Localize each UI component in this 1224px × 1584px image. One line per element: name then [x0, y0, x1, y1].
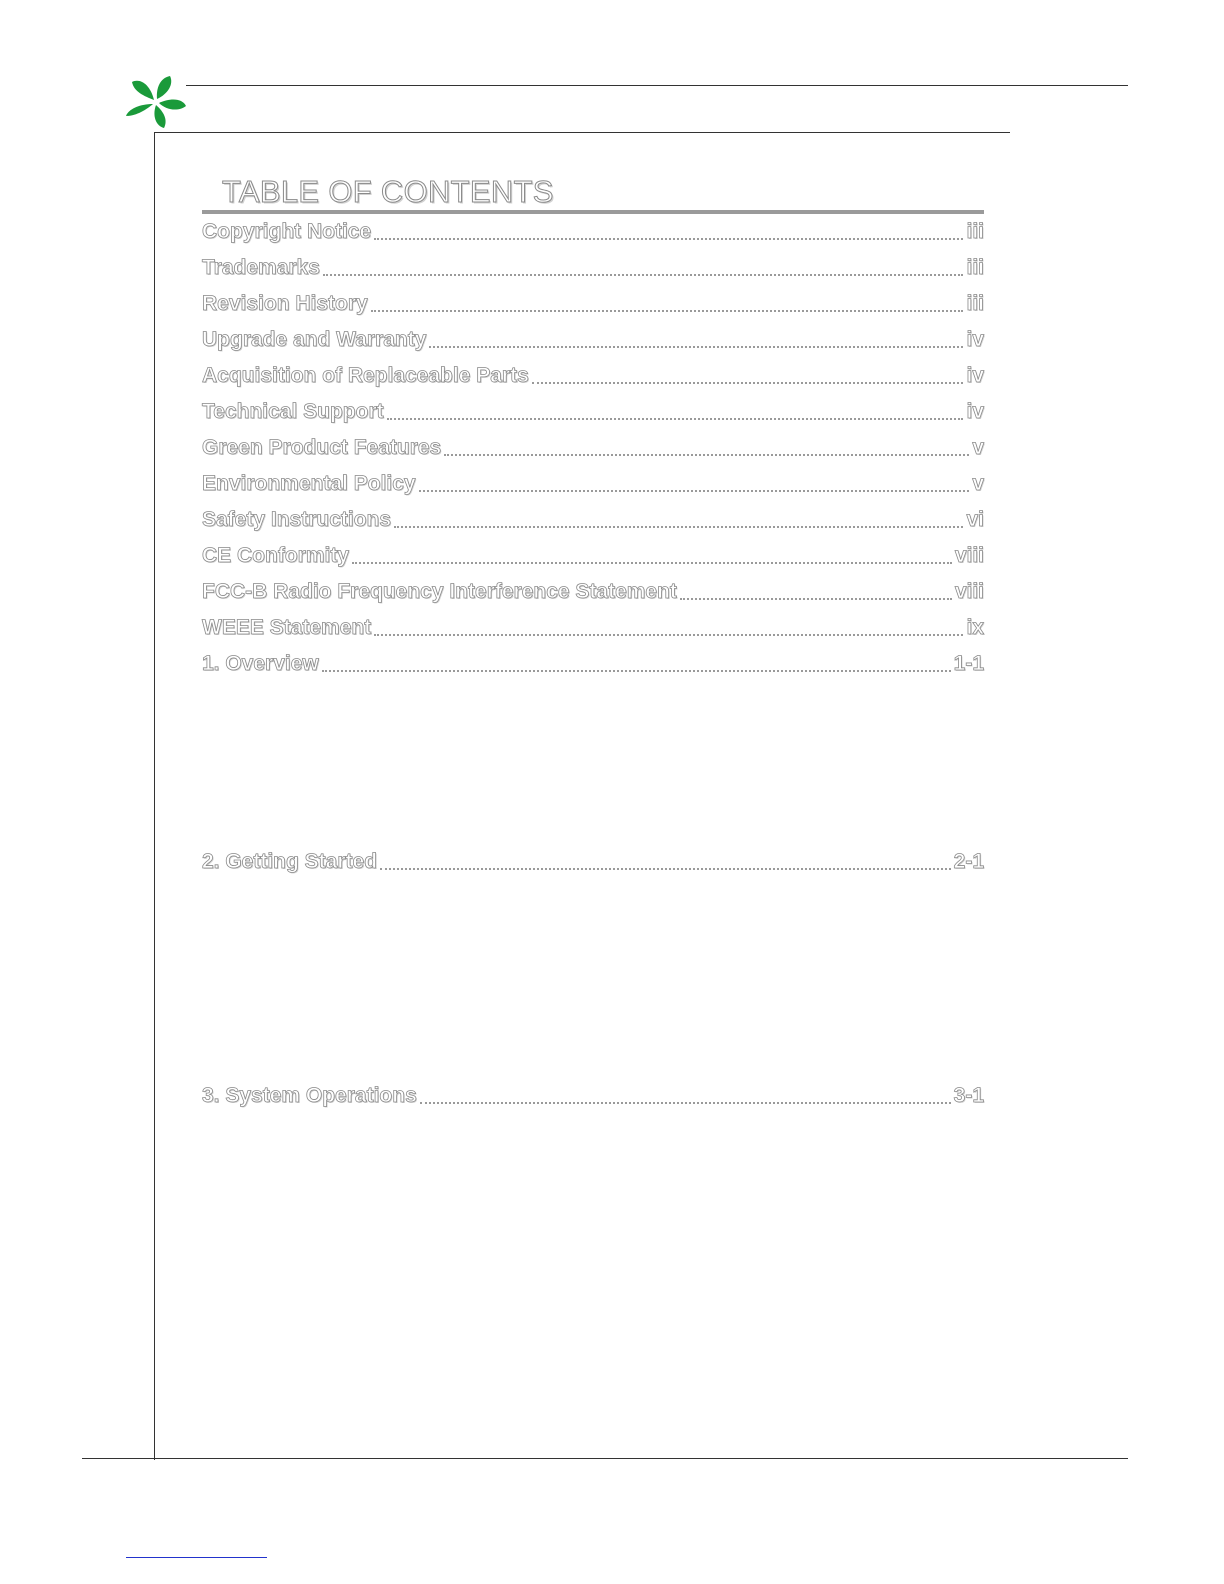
- toc-entry[interactable]: [202, 1084, 984, 1112]
- toc-entry[interactable]: [202, 544, 984, 572]
- content-frame-left-rule: [154, 132, 155, 1460]
- toc-dot-leader: [374, 633, 963, 636]
- toc-entry-page: 3-1: [953, 1084, 984, 1107]
- toc-entry[interactable]: [202, 472, 984, 500]
- toc-entry-label: 1. Overview: [202, 652, 319, 675]
- toc-dot-leader: [374, 237, 963, 240]
- toc-dot-leader: [380, 867, 951, 870]
- toc-entry[interactable]: [202, 436, 984, 464]
- toc-entry[interactable]: [202, 220, 984, 248]
- toc-entry-label: Environmental Policy: [202, 472, 416, 495]
- toc-entry-label: Trademarks: [202, 256, 320, 279]
- msi-clover-icon: [124, 74, 190, 130]
- toc-entry-label: Acquisition of Replaceable Parts: [202, 364, 529, 387]
- toc-dot-leader: [420, 1101, 951, 1104]
- toc-entry-page: v: [972, 436, 984, 459]
- toc-entry-label: 3. System Operations: [202, 1084, 417, 1107]
- toc-entry-label: Safety Instructions: [202, 508, 392, 531]
- toc-entry-label: Copyright Notice: [202, 220, 372, 243]
- toc-entry-page: ix: [966, 616, 984, 639]
- title-underline: [202, 210, 984, 214]
- toc-dot-leader: [419, 489, 970, 492]
- toc-entry[interactable]: [202, 580, 984, 608]
- toc-entry-page: viii: [954, 580, 984, 603]
- toc-dot-leader: [394, 525, 963, 528]
- toc-entry-page: iii: [966, 220, 984, 243]
- toc-entry-label: Revision History: [202, 292, 368, 315]
- toc-entry-label: 2. Getting Started: [202, 850, 378, 873]
- toc-dot-leader: [680, 597, 952, 600]
- toc-dot-leader: [429, 345, 963, 348]
- toc-entry-page: iv: [966, 400, 984, 423]
- toc-entry[interactable]: [202, 256, 984, 284]
- toc-entry-label: Green Product Features: [202, 436, 442, 459]
- footer-rule: [82, 1458, 1128, 1459]
- toc-entry-page: iii: [966, 256, 984, 279]
- toc-entry[interactable]: [202, 850, 984, 878]
- toc-entry[interactable]: [202, 328, 984, 356]
- toc-dot-leader: [323, 273, 964, 276]
- toc-dot-leader: [387, 417, 964, 420]
- toc-entry-page: v: [972, 472, 984, 495]
- toc-entry-page: viii: [954, 544, 984, 567]
- toc-entry-page: 2-1: [953, 850, 984, 873]
- toc-entry-page: 1-1: [953, 652, 984, 675]
- toc-entry-label: Upgrade and Warranty: [202, 328, 427, 351]
- toc-entry-page: iv: [966, 364, 984, 387]
- toc-dot-leader: [532, 381, 964, 384]
- toc-entry[interactable]: [202, 364, 984, 392]
- toc-entry[interactable]: [202, 292, 984, 320]
- toc-dot-leader: [322, 669, 951, 672]
- toc-entry-label: FCC-B Radio Frequency Interference Statement: [202, 580, 677, 603]
- toc-entry[interactable]: [202, 508, 984, 536]
- toc-entry[interactable]: [202, 400, 984, 428]
- toc-entry[interactable]: [202, 616, 984, 644]
- toc-dot-leader: [352, 561, 952, 564]
- toc-entry-label: Technical Support: [202, 400, 384, 423]
- toc-entry[interactable]: [202, 652, 984, 680]
- header-rule: [186, 85, 1128, 86]
- footer-link-underline: [126, 1557, 267, 1558]
- toc-entry-page: iv: [966, 328, 984, 351]
- toc-dot-leader: [444, 453, 969, 456]
- toc-entry-page: iii: [966, 292, 984, 315]
- toc-dot-leader: [371, 309, 964, 312]
- toc-entry-label: WEEE Statement: [202, 616, 372, 639]
- page-title: TABLE OF CONTENTS: [222, 174, 554, 209]
- toc-entry-label: CE Conformity: [202, 544, 349, 567]
- toc-entry-page: vi: [966, 508, 984, 531]
- content-frame-top-rule: [154, 132, 1010, 133]
